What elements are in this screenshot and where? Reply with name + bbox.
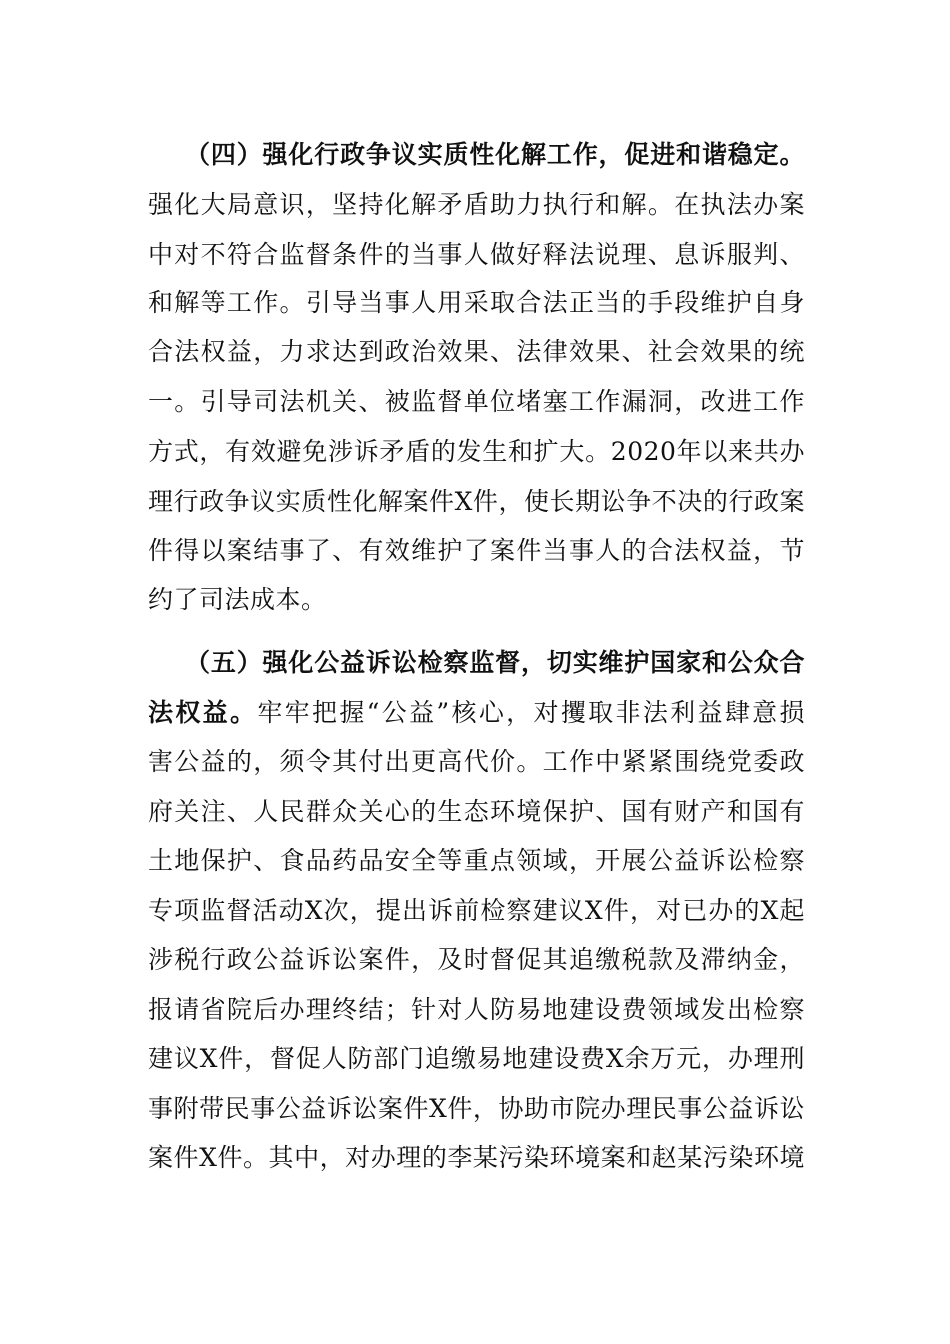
text-line: [148, 334, 805, 370]
paragraph-5-heading: [185, 645, 805, 681]
line-text: 案件X件。其中，对办理的李某污染环境案和赵某污染环境: [148, 1143, 805, 1172]
line-text: 理行政争议实质性化解案件X件，使长期讼争不决的行政案: [148, 487, 805, 516]
line-text: 合法权益，力求达到政治效果、法律效果、社会效果的统: [148, 337, 805, 366]
line-text: 和解等工作。引导当事人用采取合法正当的手段维护自身: [148, 288, 805, 317]
line-text: 件得以案结事了、有效维护了案件当事人的合法权益，节: [148, 536, 805, 565]
line-text: 害公益的，须令其付出更高代价。工作中紧紧围绕党委政: [148, 747, 805, 776]
line-text: 专项监督活动X次，提出诉前检察建议X件，对已办的X起: [148, 896, 805, 925]
text-line: [148, 285, 805, 321]
text-line: [148, 1041, 805, 1077]
text-line: [148, 237, 805, 273]
line-text: 约了司法成本。: [148, 585, 327, 614]
line-text: 牢牢把握“公益”核心，对攫取非法利益肆意损: [257, 698, 805, 727]
text-line: [148, 942, 805, 978]
line-text: 土地保护、食品药品安全等重点领域，开展公益诉讼检察: [148, 846, 805, 875]
text-line: [148, 843, 805, 879]
text-line: [148, 434, 805, 470]
line-text: 事附带民事公益诉讼案件X件，协助市院办理民事公益诉讼: [148, 1094, 805, 1123]
text-line: [148, 893, 805, 929]
heading-text: （四）强化行政争议实质性化解工作，促进和谐稳定。: [185, 140, 805, 169]
text-line: [148, 484, 805, 520]
heading-text: （五）强化公益诉讼检察监督，切实维护国家和公众合: [185, 648, 805, 677]
line-text: 报请省院后办理终结；针对人防易地建设费领域发出检察: [148, 995, 805, 1024]
line-text: 一。引导司法机关、被监督单位堵塞工作漏洞，改进工作: [148, 387, 805, 416]
text-line: [148, 695, 805, 731]
text-line: [148, 582, 805, 618]
line-text: 涉税行政公益诉讼案件，及时督促其追缴税款及滞纳金，: [148, 945, 805, 974]
line-text: 中对不符合监督条件的当事人做好释法说理、息诉服判、: [148, 240, 805, 269]
text-line: [148, 794, 805, 830]
line-text: 方式，有效避免涉诉矛盾的发生和扩大。2020年以来共办: [148, 437, 805, 466]
text-line: [148, 384, 805, 420]
text-line: [148, 187, 805, 223]
line-text: 强化大局意识，坚持化解矛盾助力执行和解。在执法办案: [148, 190, 805, 219]
line-text: 建议X件，督促人防部门追缴易地建设费X余万元，办理刑: [148, 1044, 805, 1073]
paragraph-4-heading: [185, 137, 805, 173]
text-line: [148, 533, 805, 569]
heading-text-continued: 法权益。: [148, 698, 258, 727]
line-text: 府关注、人民群众关心的生态环境保护、国有财产和国有: [148, 797, 805, 826]
text-line: [148, 744, 805, 780]
text-line: [148, 1091, 805, 1127]
text-line: [148, 1140, 805, 1176]
text-line: [148, 992, 805, 1028]
